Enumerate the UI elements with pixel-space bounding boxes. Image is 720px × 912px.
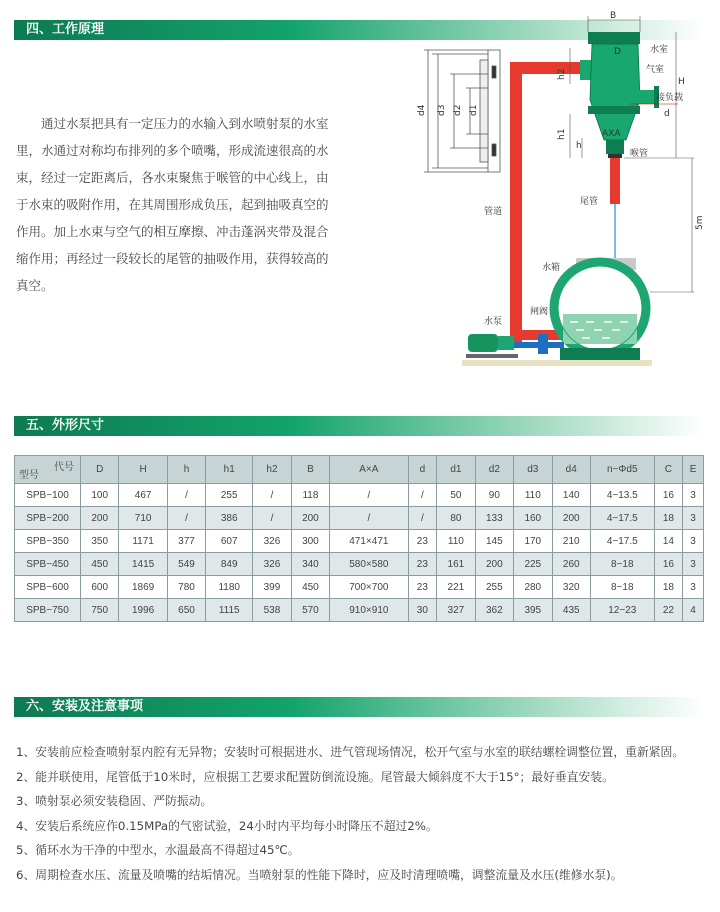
note-item-5: 5、循环水为干净的中型水，水温最高不得超过45℃。 [16, 843, 300, 857]
table-cell: 23 [408, 530, 437, 553]
table-cell: 110 [514, 484, 552, 507]
table-cell: 200 [552, 507, 590, 530]
table-row [15, 576, 704, 599]
table-cell: 145 [475, 530, 513, 553]
table-cell: 549 [167, 553, 205, 576]
label-d1: d1 [469, 104, 479, 116]
table-cell: / [167, 507, 205, 530]
header-AxA: A×A [330, 456, 408, 484]
table-cell: 140 [552, 484, 590, 507]
header-E: E [683, 456, 704, 484]
table-cell: / [330, 507, 408, 530]
table-cell: 326 [253, 553, 291, 576]
label-pipe: 管道 [484, 207, 503, 217]
note-item-3: 3、喷射泵必须安装稳固、严防振动。 [16, 794, 213, 808]
table-cell: 1180 [206, 576, 253, 599]
table-cell: / [408, 484, 437, 507]
table-cell: 700×700 [330, 576, 408, 599]
table-cell: 386 [206, 507, 253, 530]
table-cell: / [253, 507, 291, 530]
table-cell: 260 [552, 553, 590, 576]
label-d4: d4 [417, 104, 427, 116]
table-cell: 3 [683, 484, 704, 507]
table-cell: / [408, 507, 437, 530]
table-cell: 160 [514, 507, 552, 530]
table-cell: 90 [475, 484, 513, 507]
corner-label-model: 型号 [19, 470, 39, 481]
table-corner-cell [15, 456, 81, 484]
header-C: C [654, 456, 683, 484]
header-d4: d4 [552, 456, 590, 484]
table-cell: 200 [81, 507, 119, 530]
table-cell: 849 [206, 553, 253, 576]
table-cell: 225 [514, 553, 552, 576]
label-B: B [610, 11, 617, 21]
table-cell: 362 [475, 599, 513, 622]
table-cell: 4−17.5 [590, 507, 654, 530]
section-title-working-principle: 四、工作原理 [14, 20, 704, 40]
table-row [15, 484, 704, 507]
table-cell: 3 [683, 507, 704, 530]
water-tank [554, 258, 646, 362]
table-cell: 255 [206, 484, 253, 507]
table-cell: / [330, 484, 408, 507]
table-cell: 300 [291, 530, 329, 553]
table-cell: SPB−100 [15, 484, 81, 507]
table-cell: 1996 [119, 599, 167, 622]
installation-notes [16, 740, 716, 887]
header-d2: d2 [475, 456, 513, 484]
table-cell: 607 [206, 530, 253, 553]
header-d: d [408, 456, 437, 484]
table-cell: 650 [167, 599, 205, 622]
table-cell: 133 [475, 507, 513, 530]
table-cell: 1869 [119, 576, 167, 599]
table-cell: 377 [167, 530, 205, 553]
table-cell: 161 [437, 553, 475, 576]
table-cell: 170 [514, 530, 552, 553]
table-row [15, 599, 704, 622]
label-h1: h1 [557, 128, 567, 140]
table-cell: 30 [408, 599, 437, 622]
table-cell: 326 [253, 530, 291, 553]
table-cell: 8−18 [590, 553, 654, 576]
table-cell: 50 [437, 484, 475, 507]
table-cell: 4−17.5 [590, 530, 654, 553]
table-cell: 395 [514, 599, 552, 622]
table-cell: 1115 [206, 599, 253, 622]
label-AxA: AXA [602, 129, 621, 139]
table-cell: SPB−750 [15, 599, 81, 622]
dimensions-table [14, 455, 704, 622]
label-throat: 喉管 [630, 149, 649, 159]
label-valve: 闸阀 [530, 307, 549, 317]
table-cell: 23 [408, 576, 437, 599]
header-H: H [119, 456, 167, 484]
jet-pump-body [580, 32, 659, 204]
table-cell: 18 [654, 507, 683, 530]
label-d: d [664, 109, 670, 119]
table-cell: 12−23 [590, 599, 654, 622]
header-D: D [81, 456, 119, 484]
table-cell: 910×910 [330, 599, 408, 622]
section-title-installation: 六、安装及注意事项 [14, 697, 704, 717]
label-h2: h2 [557, 68, 567, 80]
table-cell: 23 [408, 553, 437, 576]
table-cell: 467 [119, 484, 167, 507]
table-cell: 399 [253, 576, 291, 599]
table-cell: 3 [683, 553, 704, 576]
table-cell: 3 [683, 576, 704, 599]
note-item-1: 1、安装前应检查喷射泵内腔有无异物；安装时可根据进水、进气管现场情况，松开气室与水室的联结螺栓调整位置，重新紧固。 [16, 745, 685, 759]
table-cell: 280 [514, 576, 552, 599]
table-cell: 118 [291, 484, 329, 507]
table-cell: 200 [475, 553, 513, 576]
table-cell: 1415 [119, 553, 167, 576]
floor [462, 360, 652, 366]
label-air-chamber: 气室 [646, 65, 665, 75]
table-cell: 320 [552, 576, 590, 599]
table-cell: 4 [683, 599, 704, 622]
corner-label-code: 代号 [54, 462, 74, 473]
table-cell: 210 [552, 530, 590, 553]
header-h1: h1 [206, 456, 253, 484]
table-header-row [15, 456, 704, 484]
label-load: 接负载 [656, 93, 684, 103]
table-cell: / [167, 484, 205, 507]
table-row [15, 507, 704, 530]
label-H: H [678, 77, 685, 87]
table-cell: 327 [437, 599, 475, 622]
header-d1: d1 [437, 456, 475, 484]
table-cell: 221 [437, 576, 475, 599]
note-item-2: 2、能并联使用，尾管低于10米时，应根据工艺要求配置防倒流设施。尾管最大倾斜度不大于15°；最好垂直安装。 [16, 769, 614, 784]
table-cell: 538 [253, 599, 291, 622]
label-d2: d2 [453, 104, 463, 116]
intro-paragraph: 通过水泵把具有一定压力的水输入到水喷射泵的水室里，水通过对称均布排列的多个喷嘴，形成流速很高的水束，经过一定距离后，各水束聚焦于喉管的中心线上，由于水束的吸附作用，在其周围形成负压，起到抽吸真空的作用。加上水束与空气的相互摩擦、冲击蓬涡夹带及混合缩作用；再经过一段较长的尾管的抽吸作用，获得较高的真空。 [16, 116, 329, 293]
label-d3: d3 [437, 104, 447, 116]
header-h: h [167, 456, 205, 484]
label-water-chamber: 水室 [650, 45, 669, 55]
label-h: h [576, 141, 582, 151]
table-cell: 16 [654, 553, 683, 576]
table-cell: 450 [291, 576, 329, 599]
table-cell: 18 [654, 576, 683, 599]
table-cell: 580×580 [330, 553, 408, 576]
table-cell: 8−18 [590, 576, 654, 599]
table-cell: / [253, 484, 291, 507]
header-d3: d3 [514, 456, 552, 484]
table-cell: 200 [291, 507, 329, 530]
table-cell: 750 [81, 599, 119, 622]
header-B: B [291, 456, 329, 484]
label-tank: 水箱 [542, 263, 561, 273]
table-cell: 1171 [119, 530, 167, 553]
table-row [15, 553, 704, 576]
table-cell: 340 [291, 553, 329, 576]
table-cell: 570 [291, 599, 329, 622]
table-cell: 600 [81, 576, 119, 599]
table-cell: 255 [475, 576, 513, 599]
label-tail: 尾管 [580, 197, 599, 207]
table-cell: 22 [654, 599, 683, 622]
table-cell: 110 [437, 530, 475, 553]
table-cell: 80 [437, 507, 475, 530]
table-cell: 780 [167, 576, 205, 599]
table-cell: 350 [81, 530, 119, 553]
header-n-d5: n−Φd5 [590, 456, 654, 484]
pump-diagram [410, 8, 710, 378]
section-title-dimensions: 五、外形尺寸 [14, 416, 704, 436]
label-D: D [614, 47, 621, 57]
table-cell: SPB−200 [15, 507, 81, 530]
table-cell: 450 [81, 553, 119, 576]
table-cell: 14 [654, 530, 683, 553]
header-h2: h2 [253, 456, 291, 484]
note-item-6: 6、周期检查水压、流量及喷嘴的结垢情况。当喷射泵的性能下降时，应及时清理喷嘴，调整流量及水压(维修水泵)。 [16, 867, 623, 882]
label-pump: 水泵 [484, 317, 503, 327]
table-cell: SPB−600 [15, 576, 81, 599]
table-cell: 471×471 [330, 530, 408, 553]
table-row [15, 530, 704, 553]
table-cell: SPB−450 [15, 553, 81, 576]
table-cell: SPB−350 [15, 530, 81, 553]
label-five-m: 5m [695, 215, 705, 230]
table-cell: 3 [683, 530, 704, 553]
note-item-4: 4、安装后系统应作0.15MPa的气密试验，24小时内平均每小时降压不超过2%。 [16, 818, 438, 833]
table-cell: 710 [119, 507, 167, 530]
table-cell: 100 [81, 484, 119, 507]
table-cell: 4−13.5 [590, 484, 654, 507]
table-cell: 16 [654, 484, 683, 507]
table-cell: 435 [552, 599, 590, 622]
